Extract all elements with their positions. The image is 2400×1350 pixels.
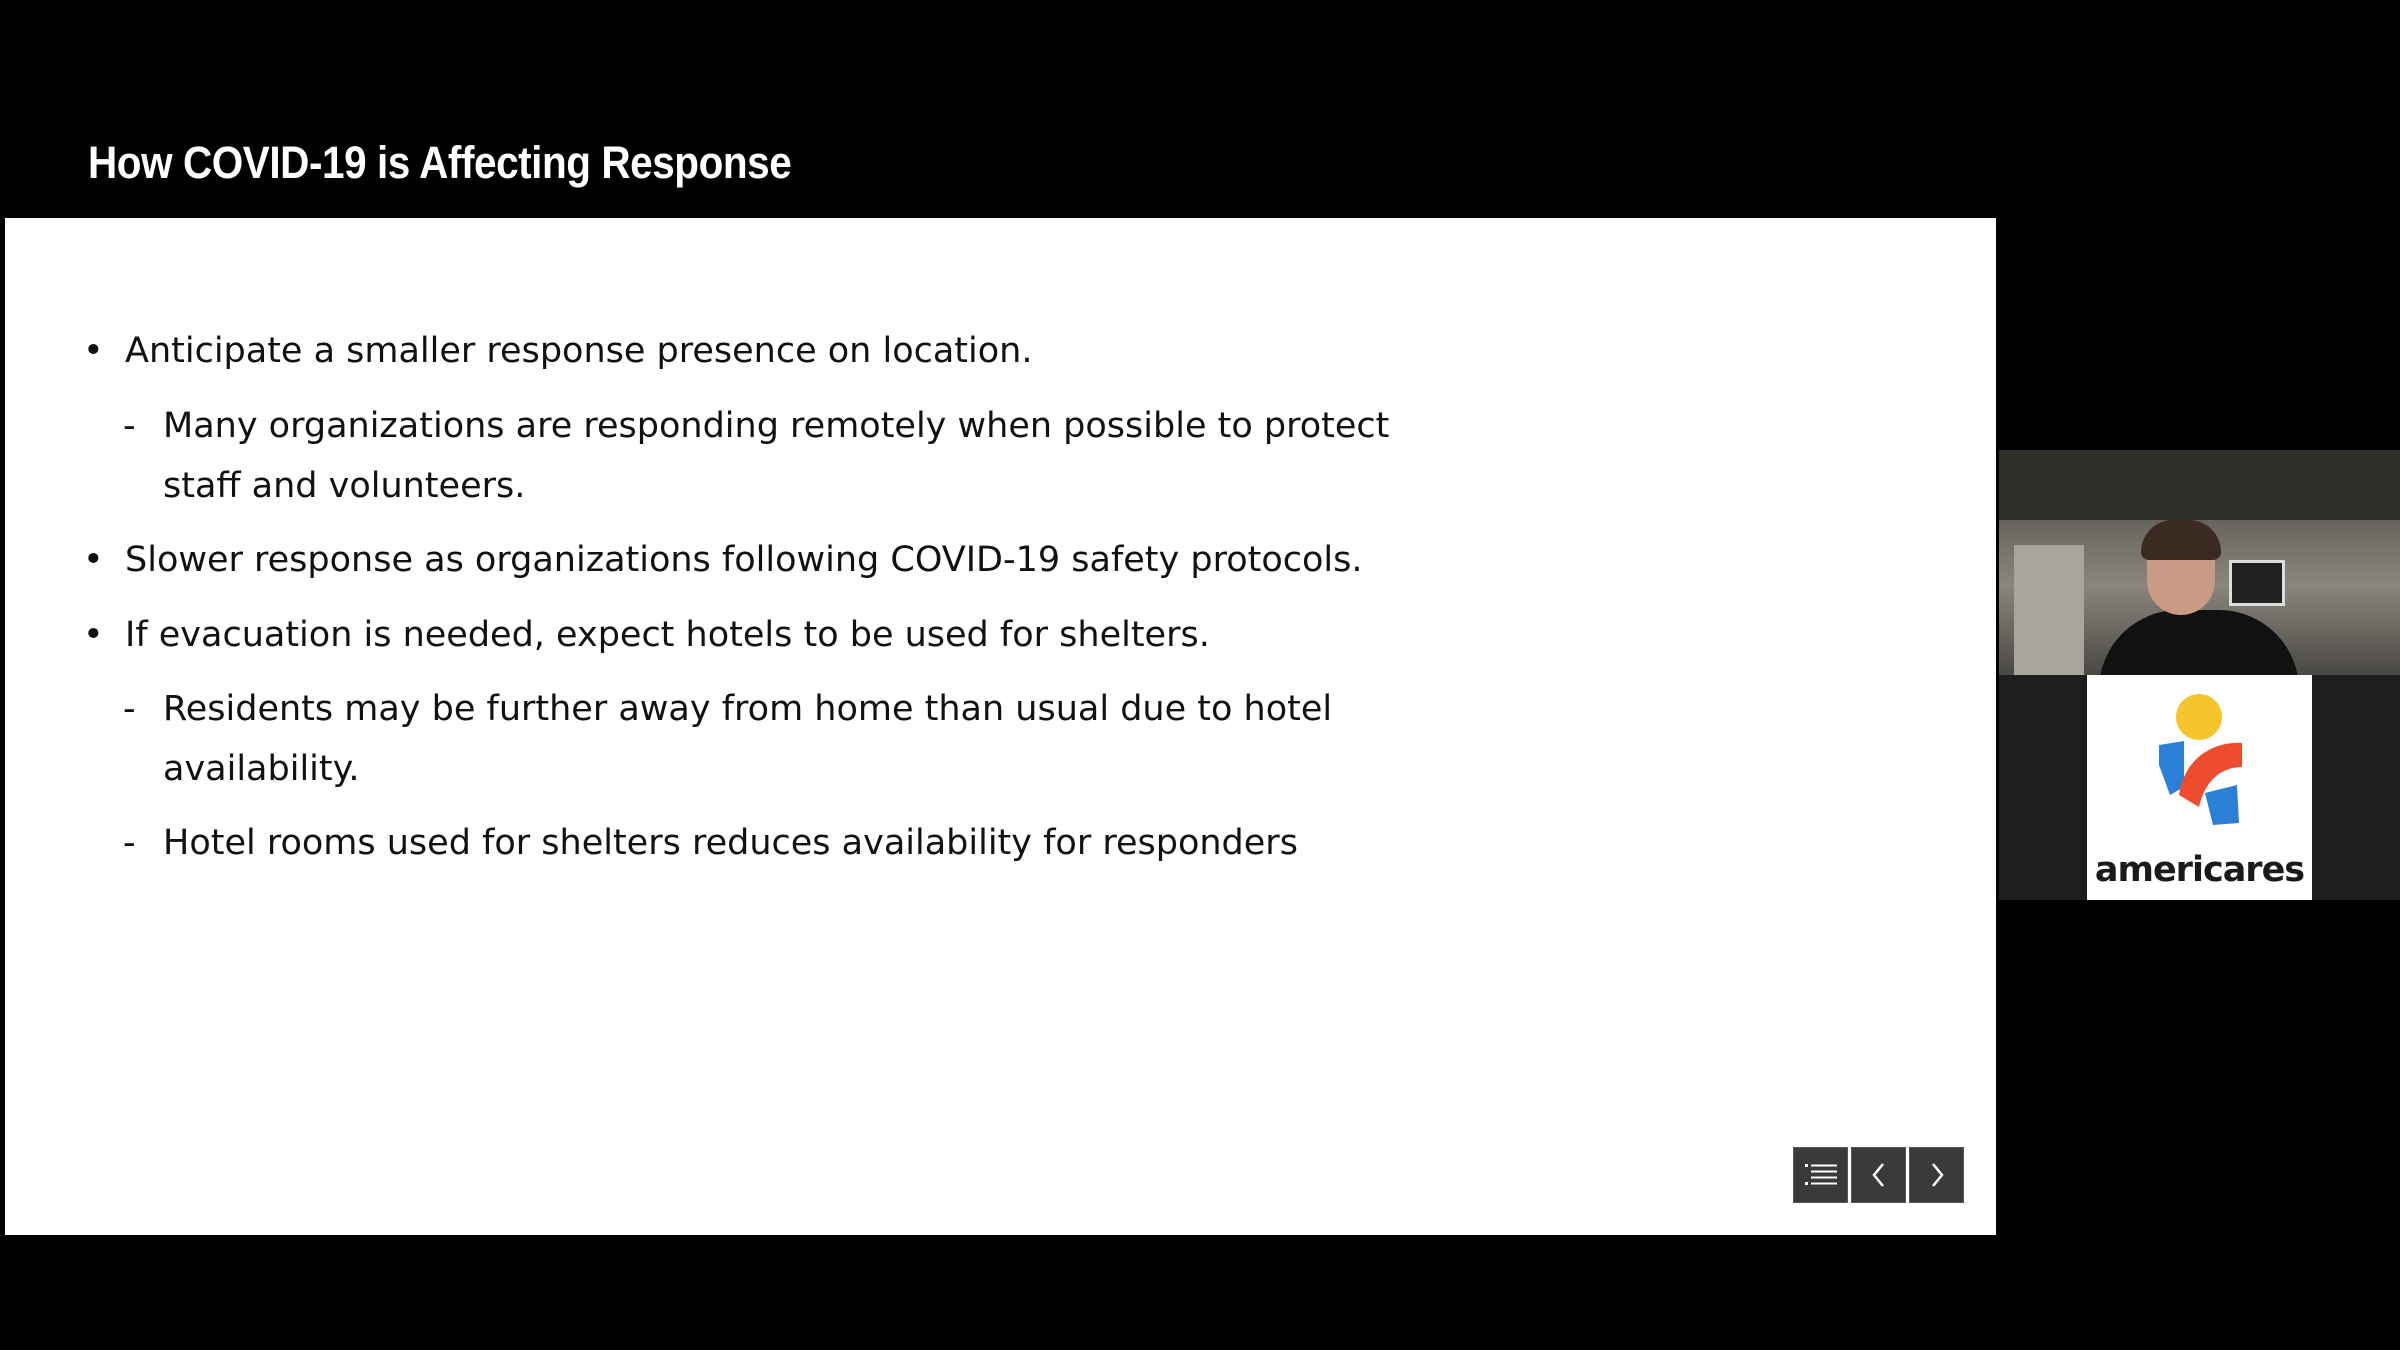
bullet-item: [83, 605, 1483, 665]
sub-bullet-marker: -: [123, 406, 136, 446]
americares-logo-mark: [2087, 675, 2312, 825]
bullet-text: Anticipate a smaller response presence on location.: [125, 331, 1033, 371]
bullet-marker: •: [83, 615, 104, 655]
sub-bullet-marker: -: [123, 823, 136, 863]
sub-bullet-marker: -: [123, 689, 136, 729]
organization-logo-panel: [1999, 675, 2400, 900]
presenter-video: [1999, 450, 2400, 675]
ceiling: [1999, 450, 2400, 520]
wall-panel: [2014, 545, 2084, 675]
list-menu-icon: [1805, 1162, 1837, 1188]
sub-bullet-text: Many organizations are responding remotely when possible to protect staff and volunteers.: [163, 406, 1390, 506]
bullet-marker: •: [83, 331, 104, 371]
sub-bullet-text: Residents may be further away from home than usual due to hotel availability.: [163, 689, 1333, 789]
logo-wordmark: americares: [2094, 850, 2305, 890]
next-slide-button[interactable]: [1909, 1147, 1964, 1203]
americares-logo: [2087, 675, 2312, 900]
chevron-left-icon: [1871, 1162, 1887, 1188]
bullet-item: [83, 530, 1483, 590]
bullet-text: If evacuation is needed, expect hotels to be used for shelters.: [125, 615, 1210, 655]
presenter-body: [2099, 610, 2299, 675]
bullet-text: Slower response as organizations following COVID-19 safety protocols.: [125, 540, 1363, 580]
presenter-hair: [2141, 520, 2221, 560]
sub-bullet-text: Hotel rooms used for shelters reduces availability for responders: [163, 823, 1298, 863]
menu-button[interactable]: [1793, 1147, 1848, 1203]
sub-bullet-item: [123, 396, 1423, 516]
slide-content: [5, 218, 1996, 1235]
sub-bullet-item: [123, 679, 1423, 799]
slide-title: How COVID-19 is Affecting Response: [88, 137, 792, 188]
bullet-item: [83, 321, 1483, 381]
wall-picture: [2229, 560, 2285, 606]
bullet-marker: •: [83, 540, 104, 580]
slide-nav-controls: [1793, 1147, 1964, 1203]
sub-bullet-item: [123, 813, 1423, 873]
previous-slide-button[interactable]: [1851, 1147, 1906, 1203]
chevron-right-icon: [1929, 1162, 1945, 1188]
